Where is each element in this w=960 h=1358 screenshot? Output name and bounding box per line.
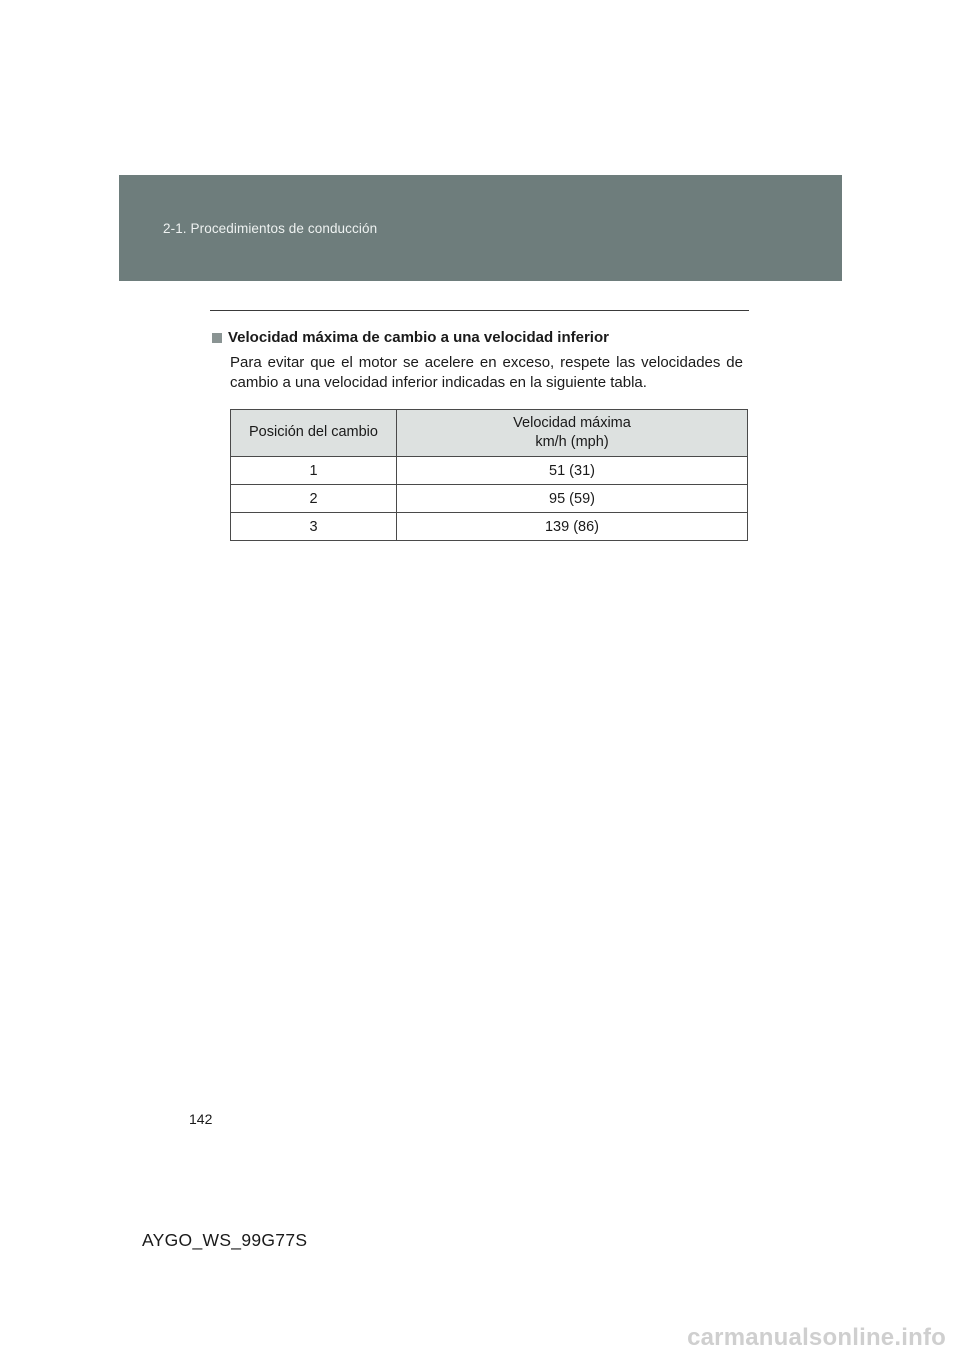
cell-position: 2	[231, 485, 397, 513]
downshift-speed-table	[230, 409, 748, 541]
document-code: AYGO_WS_99G77S	[142, 1230, 308, 1250]
cell-speed: 139 (86)	[397, 513, 748, 541]
header-max-speed-line1: Velocidad máxima	[513, 415, 631, 431]
table-header-row	[231, 410, 748, 457]
page-number: 142	[189, 1111, 213, 1127]
cell-speed: 51 (31)	[397, 457, 748, 485]
cell-speed: 95 (59)	[397, 485, 748, 513]
watermark: carmanualsonline.info	[687, 1324, 946, 1351]
section-divider	[210, 310, 749, 311]
subheading-text: Velocidad máxima de cambio a una velocidad inferior	[228, 329, 609, 346]
section-title: 2-1. Procedimientos de conducción	[163, 221, 378, 236]
body-paragraph: Para evitar que el motor se acelere en exceso, respete las velocidades de cambio a una velocidad inferior indicadas en la siguiente tabla.	[230, 354, 743, 391]
header-max-speed-line2: km/h (mph)	[535, 434, 609, 450]
section-header-band	[119, 175, 842, 281]
table-row	[231, 457, 748, 485]
subheading	[212, 329, 609, 346]
table-row	[231, 485, 748, 513]
square-bullet-icon	[212, 333, 222, 343]
table-row	[231, 513, 748, 541]
cell-position: 1	[231, 457, 397, 485]
header-max-speed	[397, 410, 748, 457]
header-position: Posición del cambio	[231, 410, 397, 457]
cell-position: 3	[231, 513, 397, 541]
